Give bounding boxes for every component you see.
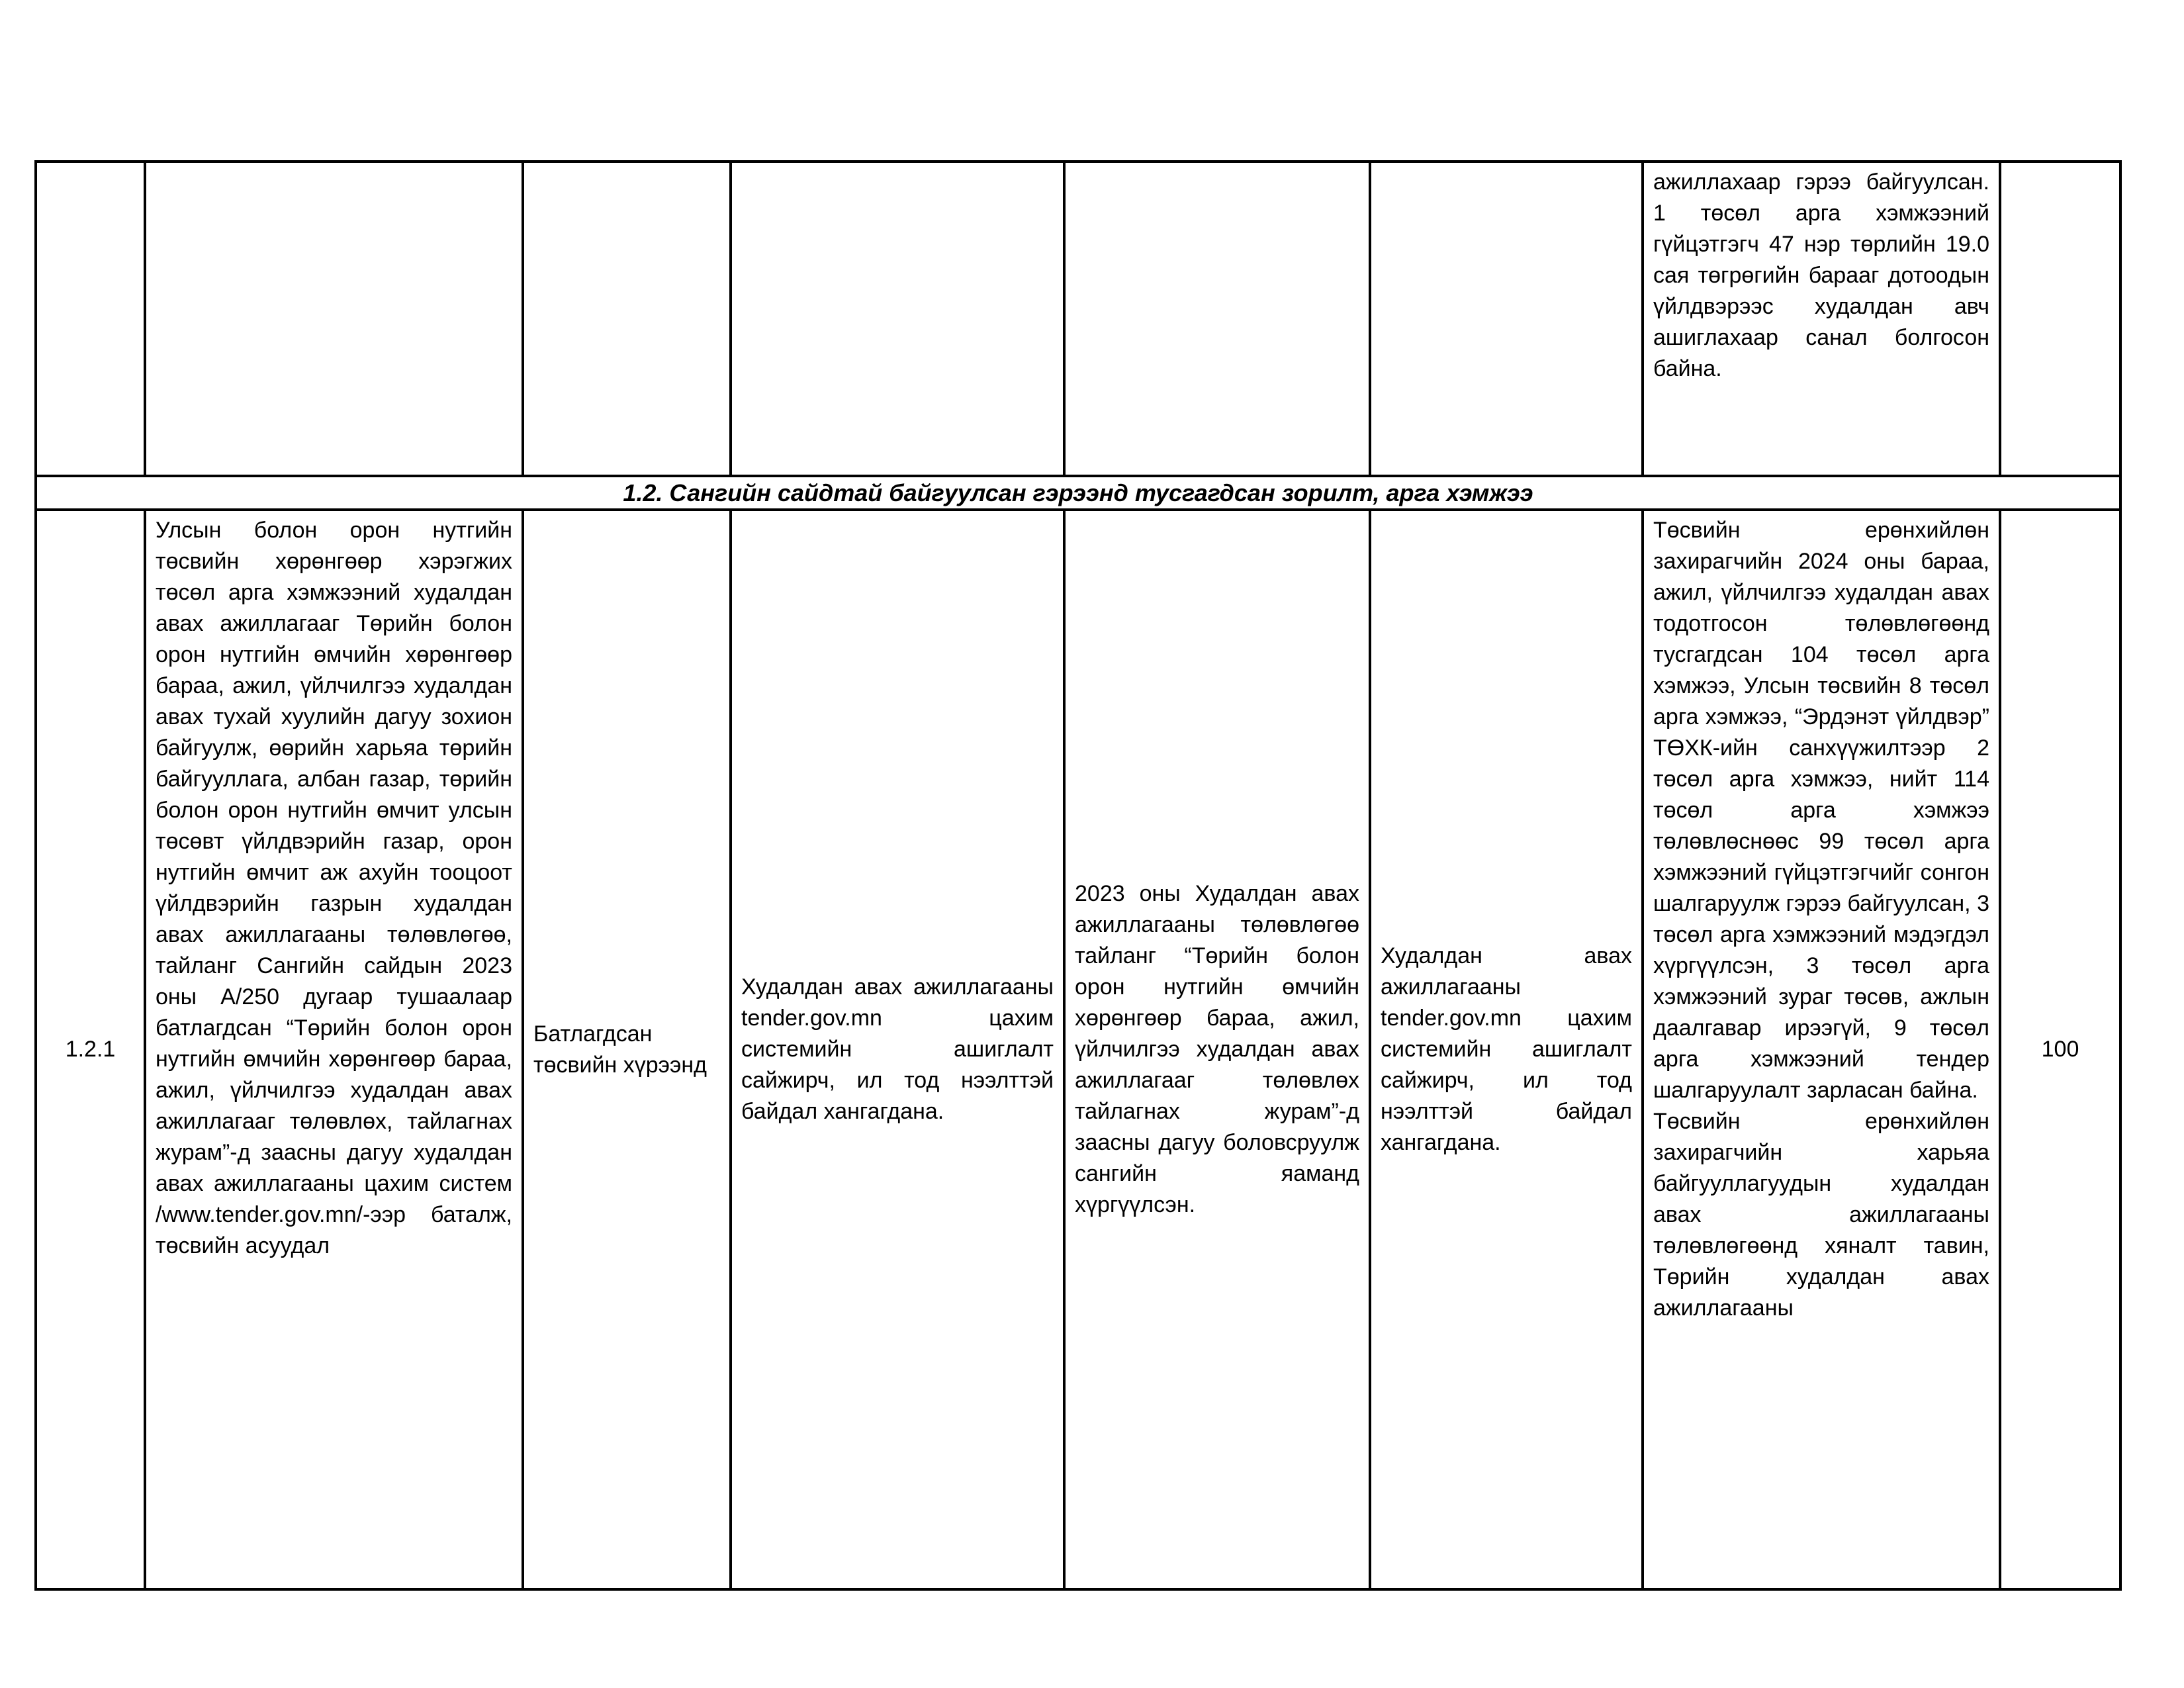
- empty-cell: [2000, 162, 2120, 476]
- result-cell: [1643, 510, 2000, 1589]
- score-cell: [2000, 510, 2120, 1589]
- target-text: Худалдан авах ажиллагааны tender.gov.mn цахим системийн ашиглалт сайжирч, ил тод нээлттэй байдал хангагдана.: [741, 974, 1054, 1124]
- score-text: 100: [2041, 1037, 2079, 1062]
- result-paragraph-2: Төсвийн ерөнхийлөн захирагчийн харьяа байгууллагуудын худалдан авах ажиллагааны төлөвлөгөөнд хяналт тавин, Төрийн худалдан авах ажиллагааны: [1653, 1109, 1989, 1321]
- outcome-cell: [1370, 510, 1643, 1589]
- section-header-cell: [36, 476, 2120, 510]
- section-header-row: [36, 476, 2120, 510]
- activity-id-cell: [36, 510, 145, 1589]
- result-paragraph-1: Төсвийн ерөнхийлөн захирагчийн 2024 оны бараа, ажил, үйлчилгээ худалдан авах тодотгосон төлөвлөгөөнд тусгагдсан 104 төсөл арга хэмжээ, Улсын төсвийн 8 төсөл арга хэмжээ, “Эрдэнэт үйлдвэр” ТӨХК-ийн санхүүжилтээр 2 төсөл арга хэмжээ, нийт 114 төсөл арга хэмжээ төлөвлөснөөс 99 төсөл арга хэмжээний гүйцэтгэгчийг сонгон шалгаруулж гэрээ байгуулсан, 3 төсөл арга хэмжээний мэдэгдэл хүргүүлсэн, 3 төсөл арга хэмжээний зураг төсөв, ажлын даалгавар ирээгүй, 9 төсөл арга хэмжээний тендер шалгаруулалт зарласан байна.: [1653, 518, 1989, 1103]
- section-header-text: 1.2. Сангийн сайдтай байгуулсан гэрээнд тусгагдсан зорилт, арга хэмжээ: [623, 479, 1533, 506]
- objective-text: Улсын болон орон нутгийн төсвийн хөрөнгөөр хэрэгжих төсөл арга хэмжээний худалдан авах ажиллагааг Төрийн болон орон нутгийн өмчийн хөрөнгөөр бараа, ажил, үйлчилгээ худалдан авах тухай хуулийн дагуу зохион байгуулж, өөрийн харьяа төрийн байгууллага, албан газар, төрийн болон орон нутгийн өмчит улсын төсөвт үйлдвэрийн газар, орон нутгийн өмчит аж ахуйн тооцоот үйлдвэрийн газрын худалдан авах ажиллагааны төлөвлөгөө, тайланг Сангийн сайдын 2023 оны А/250 дугаар тушаалаар батлагдсан “Төрийн болон орон нутгийн өмчийн хөрөнгөөр бараа, ажил, үйлчилгээ худалдан авах ажиллагааг төлөвлөх, тайлагнах журам”-д заасны дагуу худалдан авах ажиллагааны цахим систем /www.tender.gov.mn/-ээр баталж, төсвийн асуудал: [156, 518, 512, 1258]
- activity-row: [36, 510, 2120, 1589]
- implementation-cell: [1064, 510, 1370, 1589]
- report-table: [34, 160, 2122, 1591]
- carryover-result-text: ажиллахаар гэрээ байгуулсан. 1 төсөл арга хэмжээний гүйцэтгэгч 47 нэр төрлийн 19.0 сая төгрөгийн барааг дотоодын үйлдвэрээс худалдан авч ашиглахаар санал болгосон байна.: [1653, 169, 1989, 381]
- budget-text: Батлагдсан төсвийн хүрээнд: [533, 1021, 707, 1078]
- empty-cell: [145, 162, 523, 476]
- empty-cell: [1370, 162, 1643, 476]
- objective-cell: [145, 510, 523, 1589]
- empty-cell: [523, 162, 731, 476]
- target-cell: [731, 510, 1064, 1589]
- empty-cell: [731, 162, 1064, 476]
- activity-id-text: 1.2.1: [65, 1037, 116, 1062]
- implementation-text: 2023 оны Худалдан авах ажиллагааны төлөвлөгөө тайланг “Төрийн болон орон нутгийн өмчийн хөрөнгөөр бараа, ажил, үйлчилгээ худалдан авах ажиллагааг төлөвлөх тайлагнах журам”-д заасны дагуу боловсруулж сангийн яаманд хүргүүлсэн.: [1075, 881, 1359, 1217]
- empty-cell: [36, 162, 145, 476]
- empty-cell: [1064, 162, 1370, 476]
- carryover-row: [36, 162, 2120, 476]
- carryover-result-cell: [1643, 162, 2000, 476]
- budget-cell: [523, 510, 731, 1589]
- outcome-text: Худалдан авах ажиллагааны tender.gov.mn цахим системийн ашиглалт сайжирч, ил тод нээлттэй байдал хангагдана.: [1381, 943, 1632, 1155]
